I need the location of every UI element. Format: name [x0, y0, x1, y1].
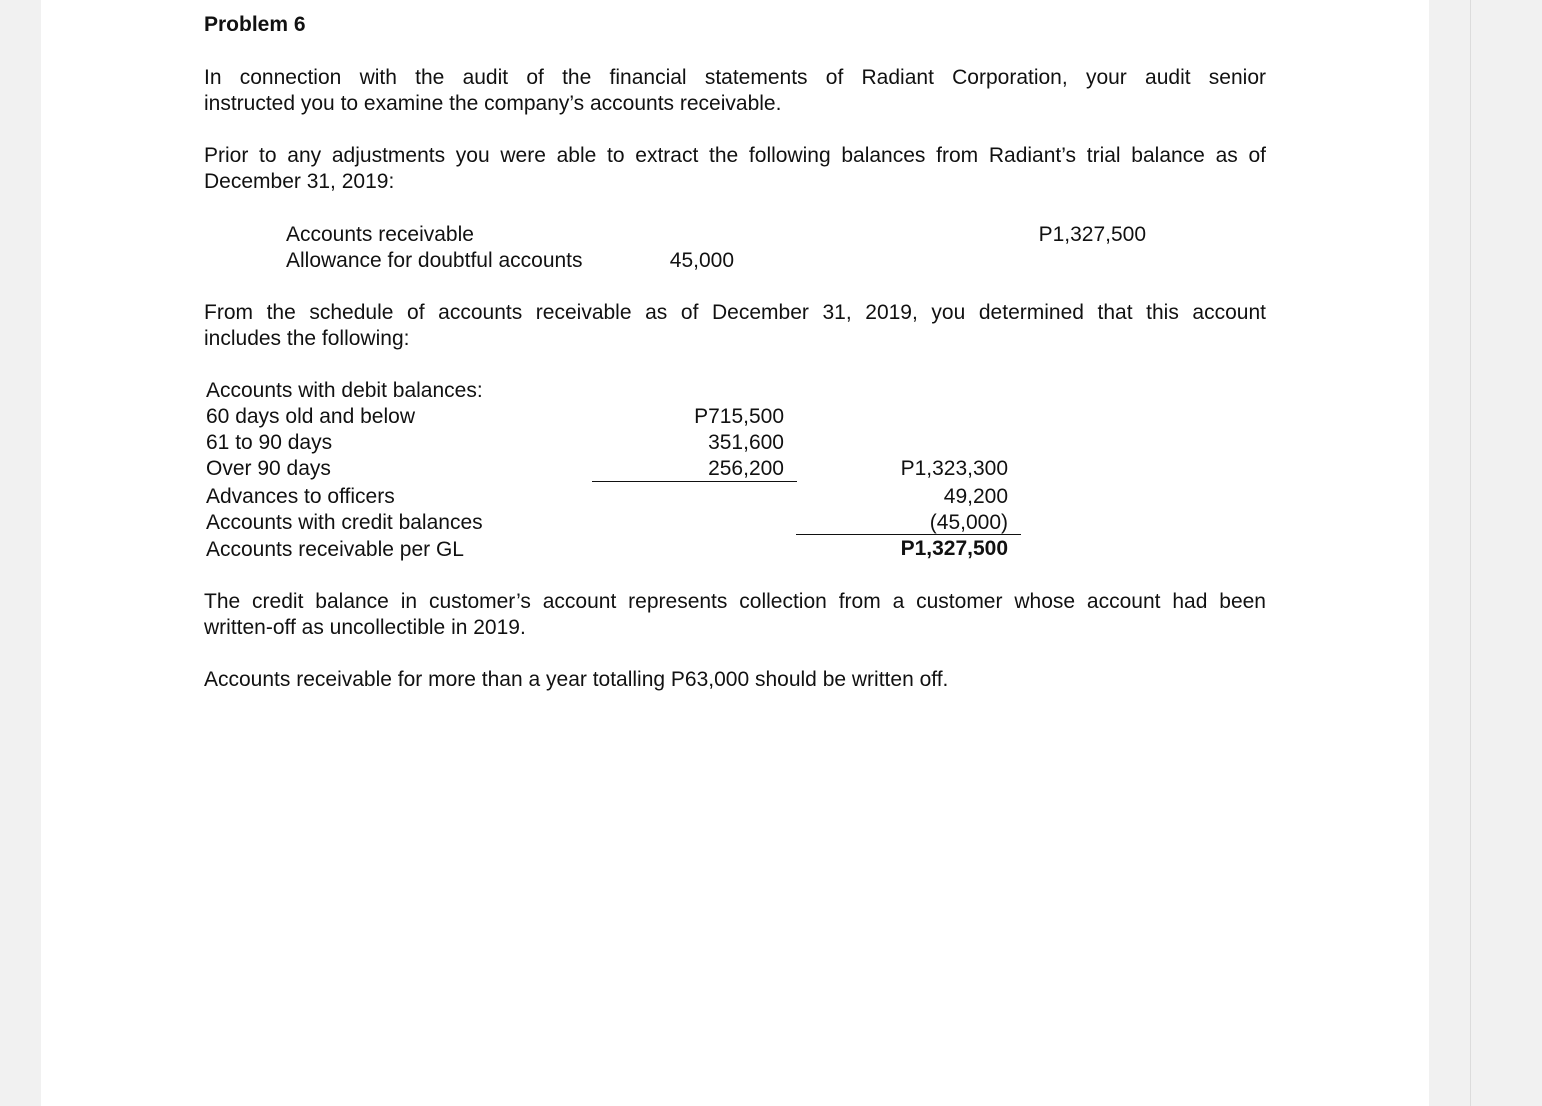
schedule-intro-line-1: From the schedule of accounts receivable as of December 31, 2019, you determined that this account — [204, 301, 1266, 324]
schedule-row-label: Accounts receivable per GL — [206, 538, 464, 561]
schedule-row-label: 60 days old and below — [206, 405, 415, 428]
debit-total-amount: P1,323,300 — [900, 457, 1008, 480]
tb-ar-label: Accounts receivable — [286, 223, 474, 246]
total-underline — [796, 534, 1021, 535]
schedule-row-amount: P715,500 — [694, 405, 784, 428]
writeoff-note: Accounts receivable for more than a year totalling P63,000 should be written off. — [204, 668, 949, 691]
prior-line-2: December 31, 2019: — [204, 170, 395, 193]
intro-line-2: instructed you to examine the company’s accounts receivable. — [204, 92, 782, 115]
credit-balances-amount: (45,000) — [929, 511, 1008, 534]
credit-note-line-2: written-off as uncollectible in 2019. — [204, 616, 526, 639]
prior-line-1: Prior to any adjustments you were able to extract the following balances from Radiant’s trial balance as of — [204, 144, 1266, 167]
tb-allowance-label: Allowance for doubtful accounts — [286, 249, 583, 272]
schedule-row-label: Advances to officers — [206, 485, 395, 508]
tb-ar-amount: P1,327,500 — [1038, 223, 1146, 246]
schedule-intro-line-2: includes the following: — [204, 327, 410, 350]
schedule-row-amount: 256,200 — [708, 457, 784, 480]
schedule-row-label: Accounts with credit balances — [206, 511, 483, 534]
subtotal-underline — [592, 481, 797, 482]
gl-total-amount: P1,327,500 — [900, 537, 1008, 560]
scrollbar-track[interactable] — [1470, 0, 1471, 1106]
schedule-row-label: Over 90 days — [206, 457, 331, 480]
schedule-row-label: 61 to 90 days — [206, 431, 333, 454]
problem-title: Problem 6 — [204, 13, 306, 36]
advances-amount: 49,200 — [943, 485, 1008, 508]
schedule-row-amount: 351,600 — [708, 431, 784, 454]
tb-allowance-amount: 45,000 — [669, 249, 734, 272]
intro-line-1: In connection with the audit of the financial statements of Radiant Corporation, your audit senior — [204, 66, 1266, 89]
schedule-header: Accounts with debit balances: — [206, 379, 483, 402]
credit-note-line-1: The credit balance in customer’s account represents collection from a customer whose account had been — [204, 590, 1266, 613]
